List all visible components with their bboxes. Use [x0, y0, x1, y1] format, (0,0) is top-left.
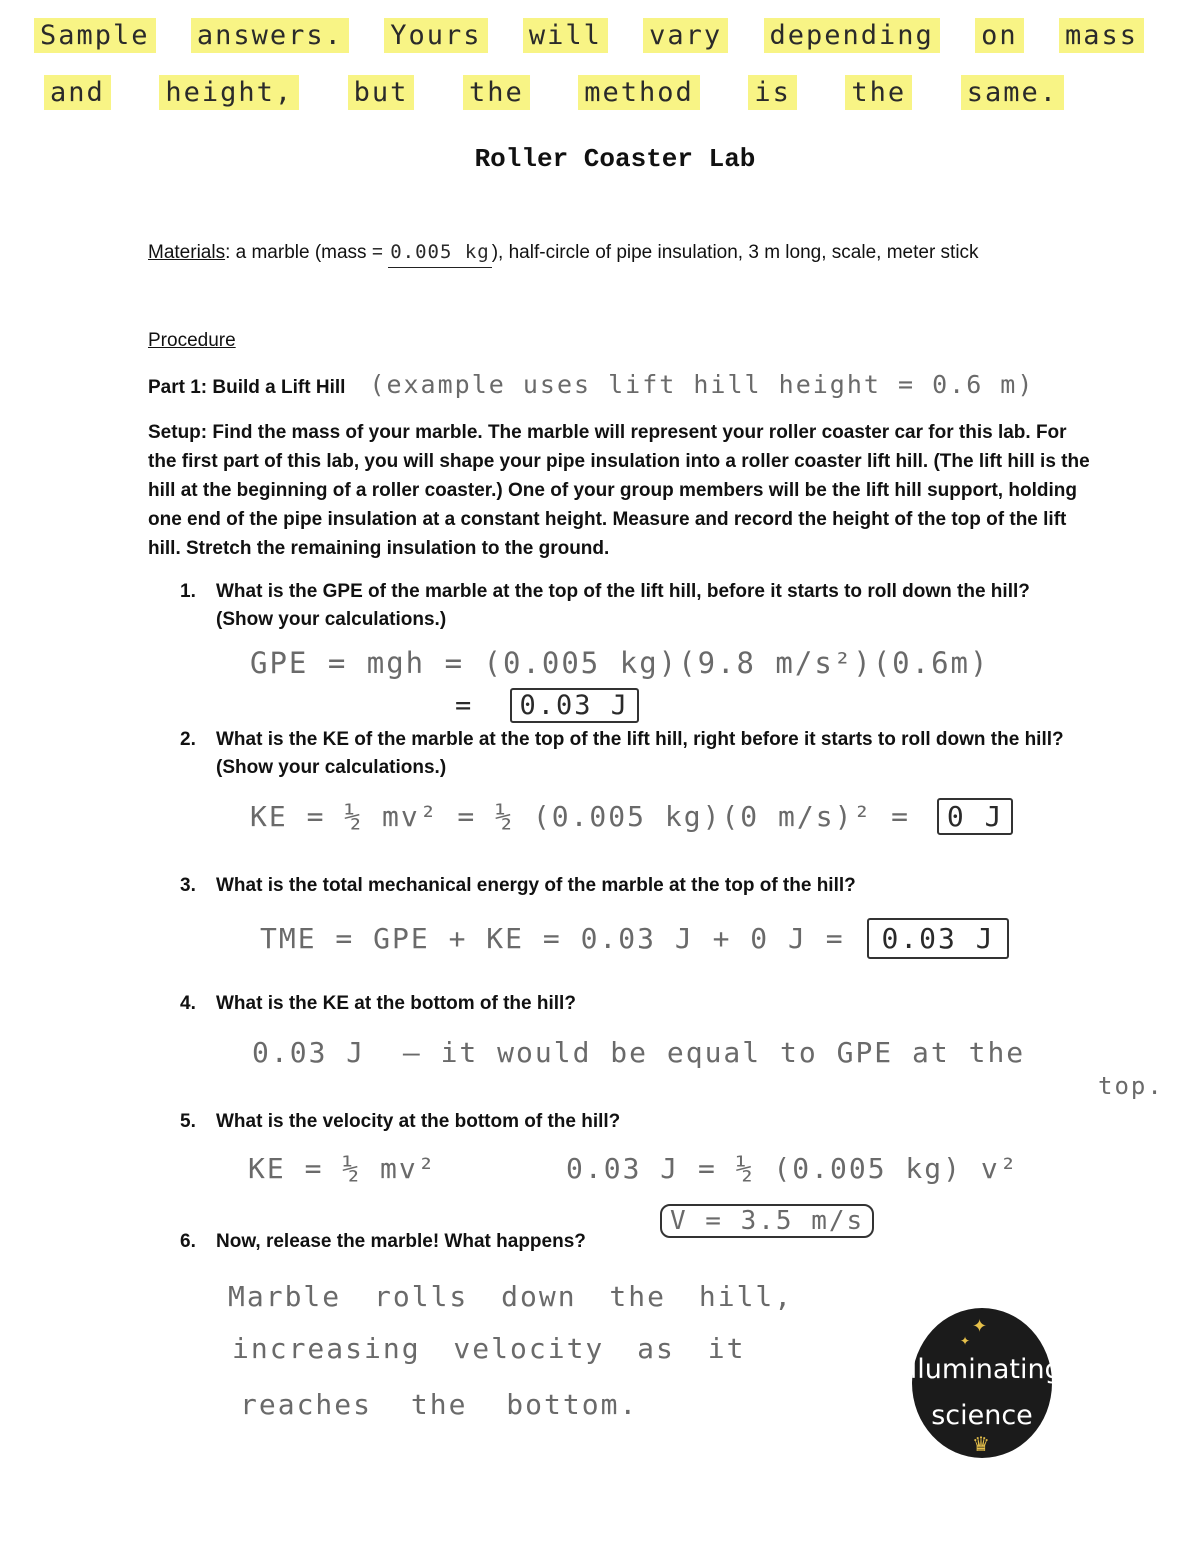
part1-example-note: (example uses lift hill height = 0.6 m) — [369, 370, 1035, 399]
question-text: Now, release the marble! What happens? — [216, 1231, 586, 1252]
question-number: 2. — [180, 729, 196, 750]
note-word: Yours — [384, 18, 487, 53]
setup-line: one end of the pipe insulation at a constant height. Measure and record the height of the top of the lift — [148, 509, 1067, 530]
note-word: vary — [643, 18, 728, 53]
question-number: 6. — [180, 1231, 196, 1252]
answer-2 — [250, 800, 1013, 833]
question-1 — [180, 578, 1030, 634]
setup-line: hill. Stretch the remaining insulation to the ground. — [148, 538, 610, 559]
note-word: Sample — [34, 18, 156, 53]
note-word: and — [44, 75, 111, 110]
question-text: What is the total mechanical energy of the marble at the top of the hill? — [216, 875, 856, 896]
answer-4-line-2: top. — [1098, 1072, 1164, 1100]
note-word: but — [348, 75, 415, 110]
procedure-label: Procedure — [148, 330, 236, 351]
answer-3-expression: TME = GPE + KE = 0.03 J + 0 J = — [260, 922, 845, 955]
note-word: is — [748, 75, 797, 110]
setup-line: the first part of this lab, you will shape your pipe insulation into a roller coaster lift hill. (The lift hill is the — [148, 451, 1090, 472]
answer-2-result: 0 J — [937, 798, 1014, 835]
part1-heading-row — [148, 370, 1034, 402]
illuminating-science-logo — [902, 1308, 1062, 1458]
crown-icon: ♛ — [972, 1434, 990, 1456]
answer-6-line-3: reaches the bottom. — [240, 1388, 639, 1421]
question-number: 4. — [180, 993, 196, 1014]
answer-5-result: V = 3.5 m/s — [660, 1204, 874, 1238]
page-title: Roller Coaster Lab — [474, 144, 756, 174]
answer-5-left: KE = ½ mv² — [248, 1152, 437, 1185]
note-word: mass — [1059, 18, 1144, 53]
materials-text-before: : a marble (mass = — [225, 242, 389, 263]
materials-line — [148, 238, 979, 268]
sparkle-icon: ✦ — [960, 1334, 971, 1348]
sample-note — [34, 18, 1174, 110]
question-2 — [180, 726, 1064, 782]
setup-paragraph — [148, 418, 1108, 563]
question-text: (Show your calculations.) — [216, 609, 447, 630]
note-word: height, — [159, 75, 299, 110]
question-number: 1. — [180, 581, 196, 602]
question-text: What is the velocity at the bottom of the hill? — [216, 1111, 621, 1132]
answer-6-line-1: Marble rolls down the hill, — [228, 1280, 794, 1313]
answer-5-right: 0.03 J = ½ (0.005 kg) v² — [566, 1152, 1019, 1185]
note-word: the — [845, 75, 912, 110]
answer-1-line-2 — [455, 690, 639, 721]
answer-1-line-1: GPE = mgh = (0.005 kg)(9.8 m/s²)(0.6m) — [250, 646, 990, 680]
sample-note-line-1 — [34, 18, 1144, 53]
question-text: What is the KE at the bottom of the hill? — [216, 993, 576, 1014]
materials-label: Materials — [148, 242, 226, 263]
answer-1-result: 0.03 J — [510, 688, 640, 723]
note-word: on — [975, 18, 1024, 53]
marble-mass-value: 0.005 kg — [388, 238, 492, 268]
question-number: 5. — [180, 1111, 196, 1132]
answer-3 — [260, 922, 1009, 955]
question-number: 3. — [180, 875, 196, 896]
note-word: the — [463, 75, 530, 110]
answer-6-line-2: increasing velocity as it — [232, 1332, 746, 1365]
part1-heading: Part 1: Build a Lift Hill — [148, 377, 346, 398]
setup-line: hill at the beginning of a roller coaster.) One of your group members will be the lift hill support, holding — [148, 480, 1077, 501]
note-word: will — [523, 18, 608, 53]
materials-text-after: ), half-circle of pipe insulation, 3 m long, scale, meter stick — [491, 242, 979, 263]
question-text: (Show your calculations.) — [216, 757, 447, 778]
note-word: same. — [961, 75, 1064, 110]
question-5 — [180, 1108, 620, 1136]
question-3 — [180, 872, 856, 900]
note-word: answers. — [191, 18, 349, 53]
answer-2-expression: KE = ½ mv² = ½ (0.005 kg)(0 m/s)² = — [250, 800, 911, 833]
question-text: What is the GPE of the marble at the top of the lift hill, before it starts to roll down the hill? — [216, 581, 1030, 602]
setup-line: Setup: Find the mass of your marble. The marble will represent your roller coaster car for this lab. For — [148, 422, 1067, 443]
logo-line-1: illuminating — [902, 1354, 1062, 1385]
question-4 — [180, 990, 576, 1018]
note-word: depending — [764, 18, 940, 53]
question-text: What is the KE of the marble at the top of the lift hill, right before it starts to roll down the hill? — [216, 729, 1064, 750]
answer-3-result: 0.03 J — [867, 918, 1008, 959]
logo-line-2: science — [931, 1400, 1033, 1431]
sparkle-icon: ✦ — [972, 1316, 988, 1336]
equals-sign: = — [455, 690, 474, 721]
question-6 — [180, 1228, 586, 1256]
note-word: method — [578, 75, 700, 110]
sample-note-line-2 — [44, 75, 1064, 110]
answer-4-line-1: 0.03 J – it would be equal to GPE at the — [252, 1036, 1026, 1069]
